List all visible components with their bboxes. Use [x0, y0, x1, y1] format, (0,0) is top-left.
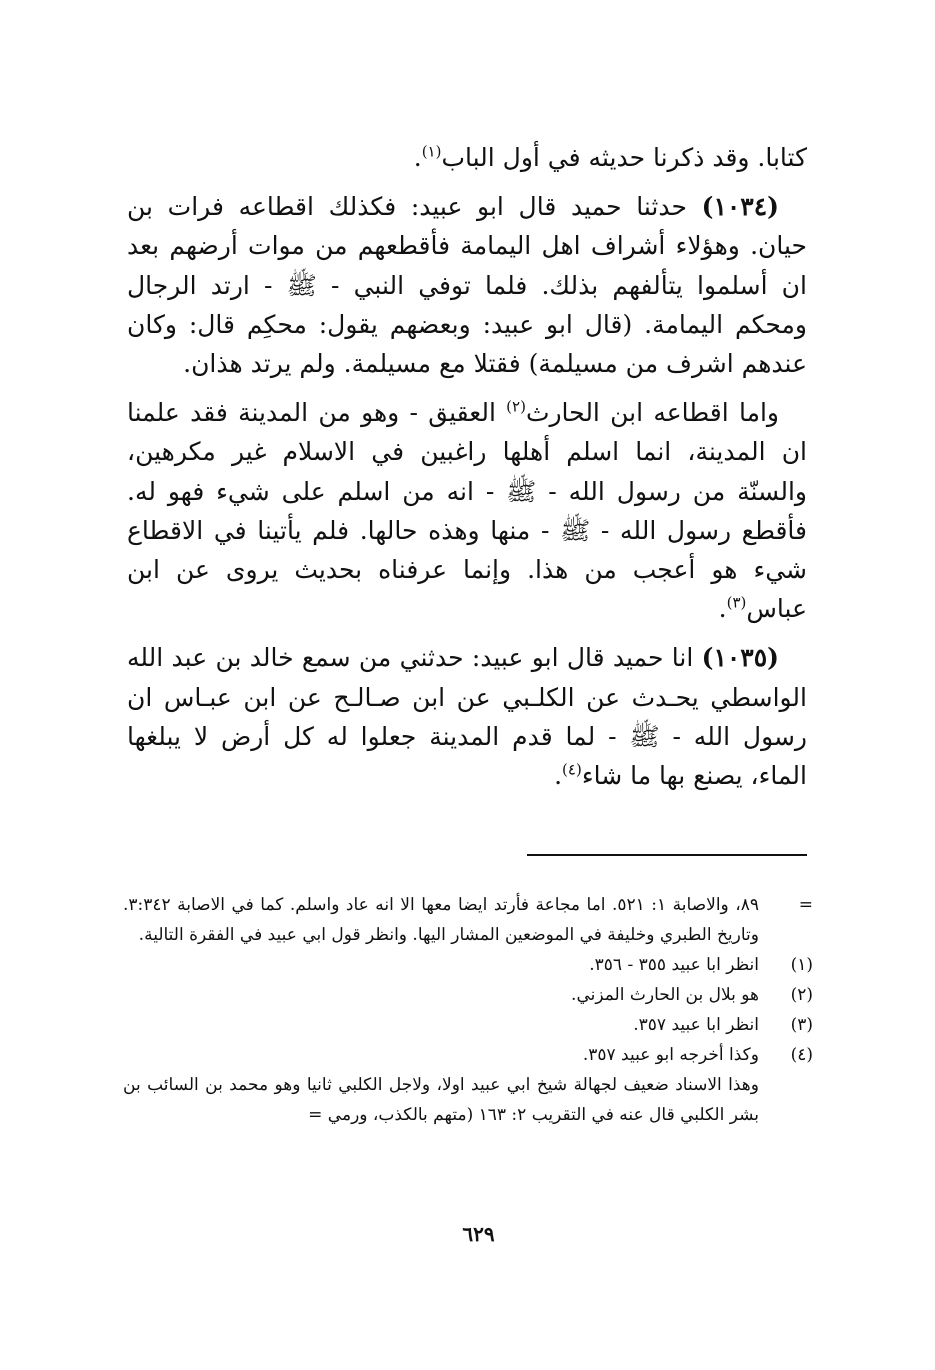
paragraph-number: (١٠٣٥): [701, 643, 779, 673]
footnote-separator: [527, 854, 807, 856]
footnote-1: [123, 950, 813, 980]
footnote-continuation: [123, 890, 813, 950]
footnote-marker: (٢): [790, 985, 813, 1005]
paragraph-end: .: [554, 761, 563, 791]
footnotes-block: [123, 890, 813, 1130]
paragraph-number: (١٠٣٤): [701, 192, 779, 222]
footnote-reference[interactable]: (٤): [562, 760, 582, 779]
paragraph-1035: [127, 638, 807, 795]
footnote-text: انظر ابا عبيد ٣٥٧.: [633, 1015, 759, 1035]
footnote-reference[interactable]: (٢): [506, 397, 526, 416]
footnote-marker: (١): [790, 955, 813, 975]
paragraph-text: العقيق - وهو من المدينة فقد علمنا ان المدينة، انما اسلم أهلها راغبين في الاسلام غير مكرهين، والسنّة من رسول الله - ﷺ - انه من اسلم على شيء فهو له. فأقطع رسول الله - ﷺ - منها وهذه حالها. فلم يأتينا في الاقطاع شيء هو أعجب من هذا. وإنما عرفناه بحديث يروى عن ابن عباس: [127, 398, 807, 624]
footnote-marker: (٣): [790, 1015, 813, 1035]
footnote-marker: =: [798, 895, 813, 915]
footnote-marker: (٤): [790, 1045, 813, 1065]
footnote-reference[interactable]: (١): [421, 142, 442, 161]
page-number-text: ٦٢٩: [462, 1222, 495, 1246]
footnote-2: [123, 980, 813, 1010]
paragraph-text: حدثنا حميد قال ابو عبيد: فكذلك اقطاعه فرات بن حيان. وهؤلاء أشراف اهل اليمامة فأقطعهم من موات أرضهم بعد ان أسلموا يتألفهم بذلك. فلما توفي النبي - ﷺ - ارتد الرجال ومحكم اليمامة. (قال ابو عبيد: وبعضهم يقول: محكِم قال: وكان عندهم اشرف من مسيلمة) فقتلا مع مسيلمة. ولم يرتد هذان.: [127, 192, 807, 379]
footnote-text: ٨٩، والاصابة ١: ٥٢١. اما مجاعة فأرتد ايضا معها الا انه عاد واسلم. كما في الاصابة ٣:٣٤٢. وتاريخ الطبري وخليفة في الموضعين المشار اليها. وانظر قول ابي عبيد في الفقرة التالية.: [123, 895, 759, 945]
footnote-4: [123, 1040, 813, 1070]
footnote-reference[interactable]: (٣): [726, 593, 747, 612]
page-number: [0, 1222, 935, 1246]
main-text-block: [127, 138, 807, 805]
footnote-4-continued: وهذا الاسناد ضعيف لجهالة شيخ ابي عبيد اولا، ولاجل الكلبي ثانيا وهو محمد بن السائب بن بشر الكلبي قال عنه في التقريب ٢: ١٦٣ (متهم بالكذب، ورمي =: [123, 1075, 759, 1125]
footnote-text: وكذا أخرجه ابو عبيد ٣٥٧.: [582, 1045, 759, 1065]
paragraph-text: انا حميد قال ابو عبيد: حدثني من سمع خالد بن عبد الله الواسطي يحـدث عن الكلـبي عن ابن صـالـح عن ابن عبـاس ان رسول الله - ﷺ - لما قدم المدينة جعلوا له كل أرض لا يبلغها الماء، يصنع بها ما شاء: [127, 643, 807, 791]
paragraph-1034: [127, 187, 807, 383]
paragraph-end: .: [718, 594, 727, 624]
footnote-3: [123, 1010, 813, 1040]
paragraph-iqta-harith: [127, 393, 807, 628]
footnote-text: هو بلال بن الحارث المزني.: [571, 985, 759, 1005]
paragraph-text: كتابا. وقد ذكرنا حديثه في أول الباب: [441, 143, 807, 172]
footnote-text: انظر ابا عبيد ٣٥٥ - ٣٥٦.: [589, 955, 759, 975]
paragraph-end: .: [413, 143, 422, 172]
paragraph-text: واما اقطاعه ابن الحارث: [525, 398, 779, 428]
paragraph-continuation: [127, 138, 807, 177]
